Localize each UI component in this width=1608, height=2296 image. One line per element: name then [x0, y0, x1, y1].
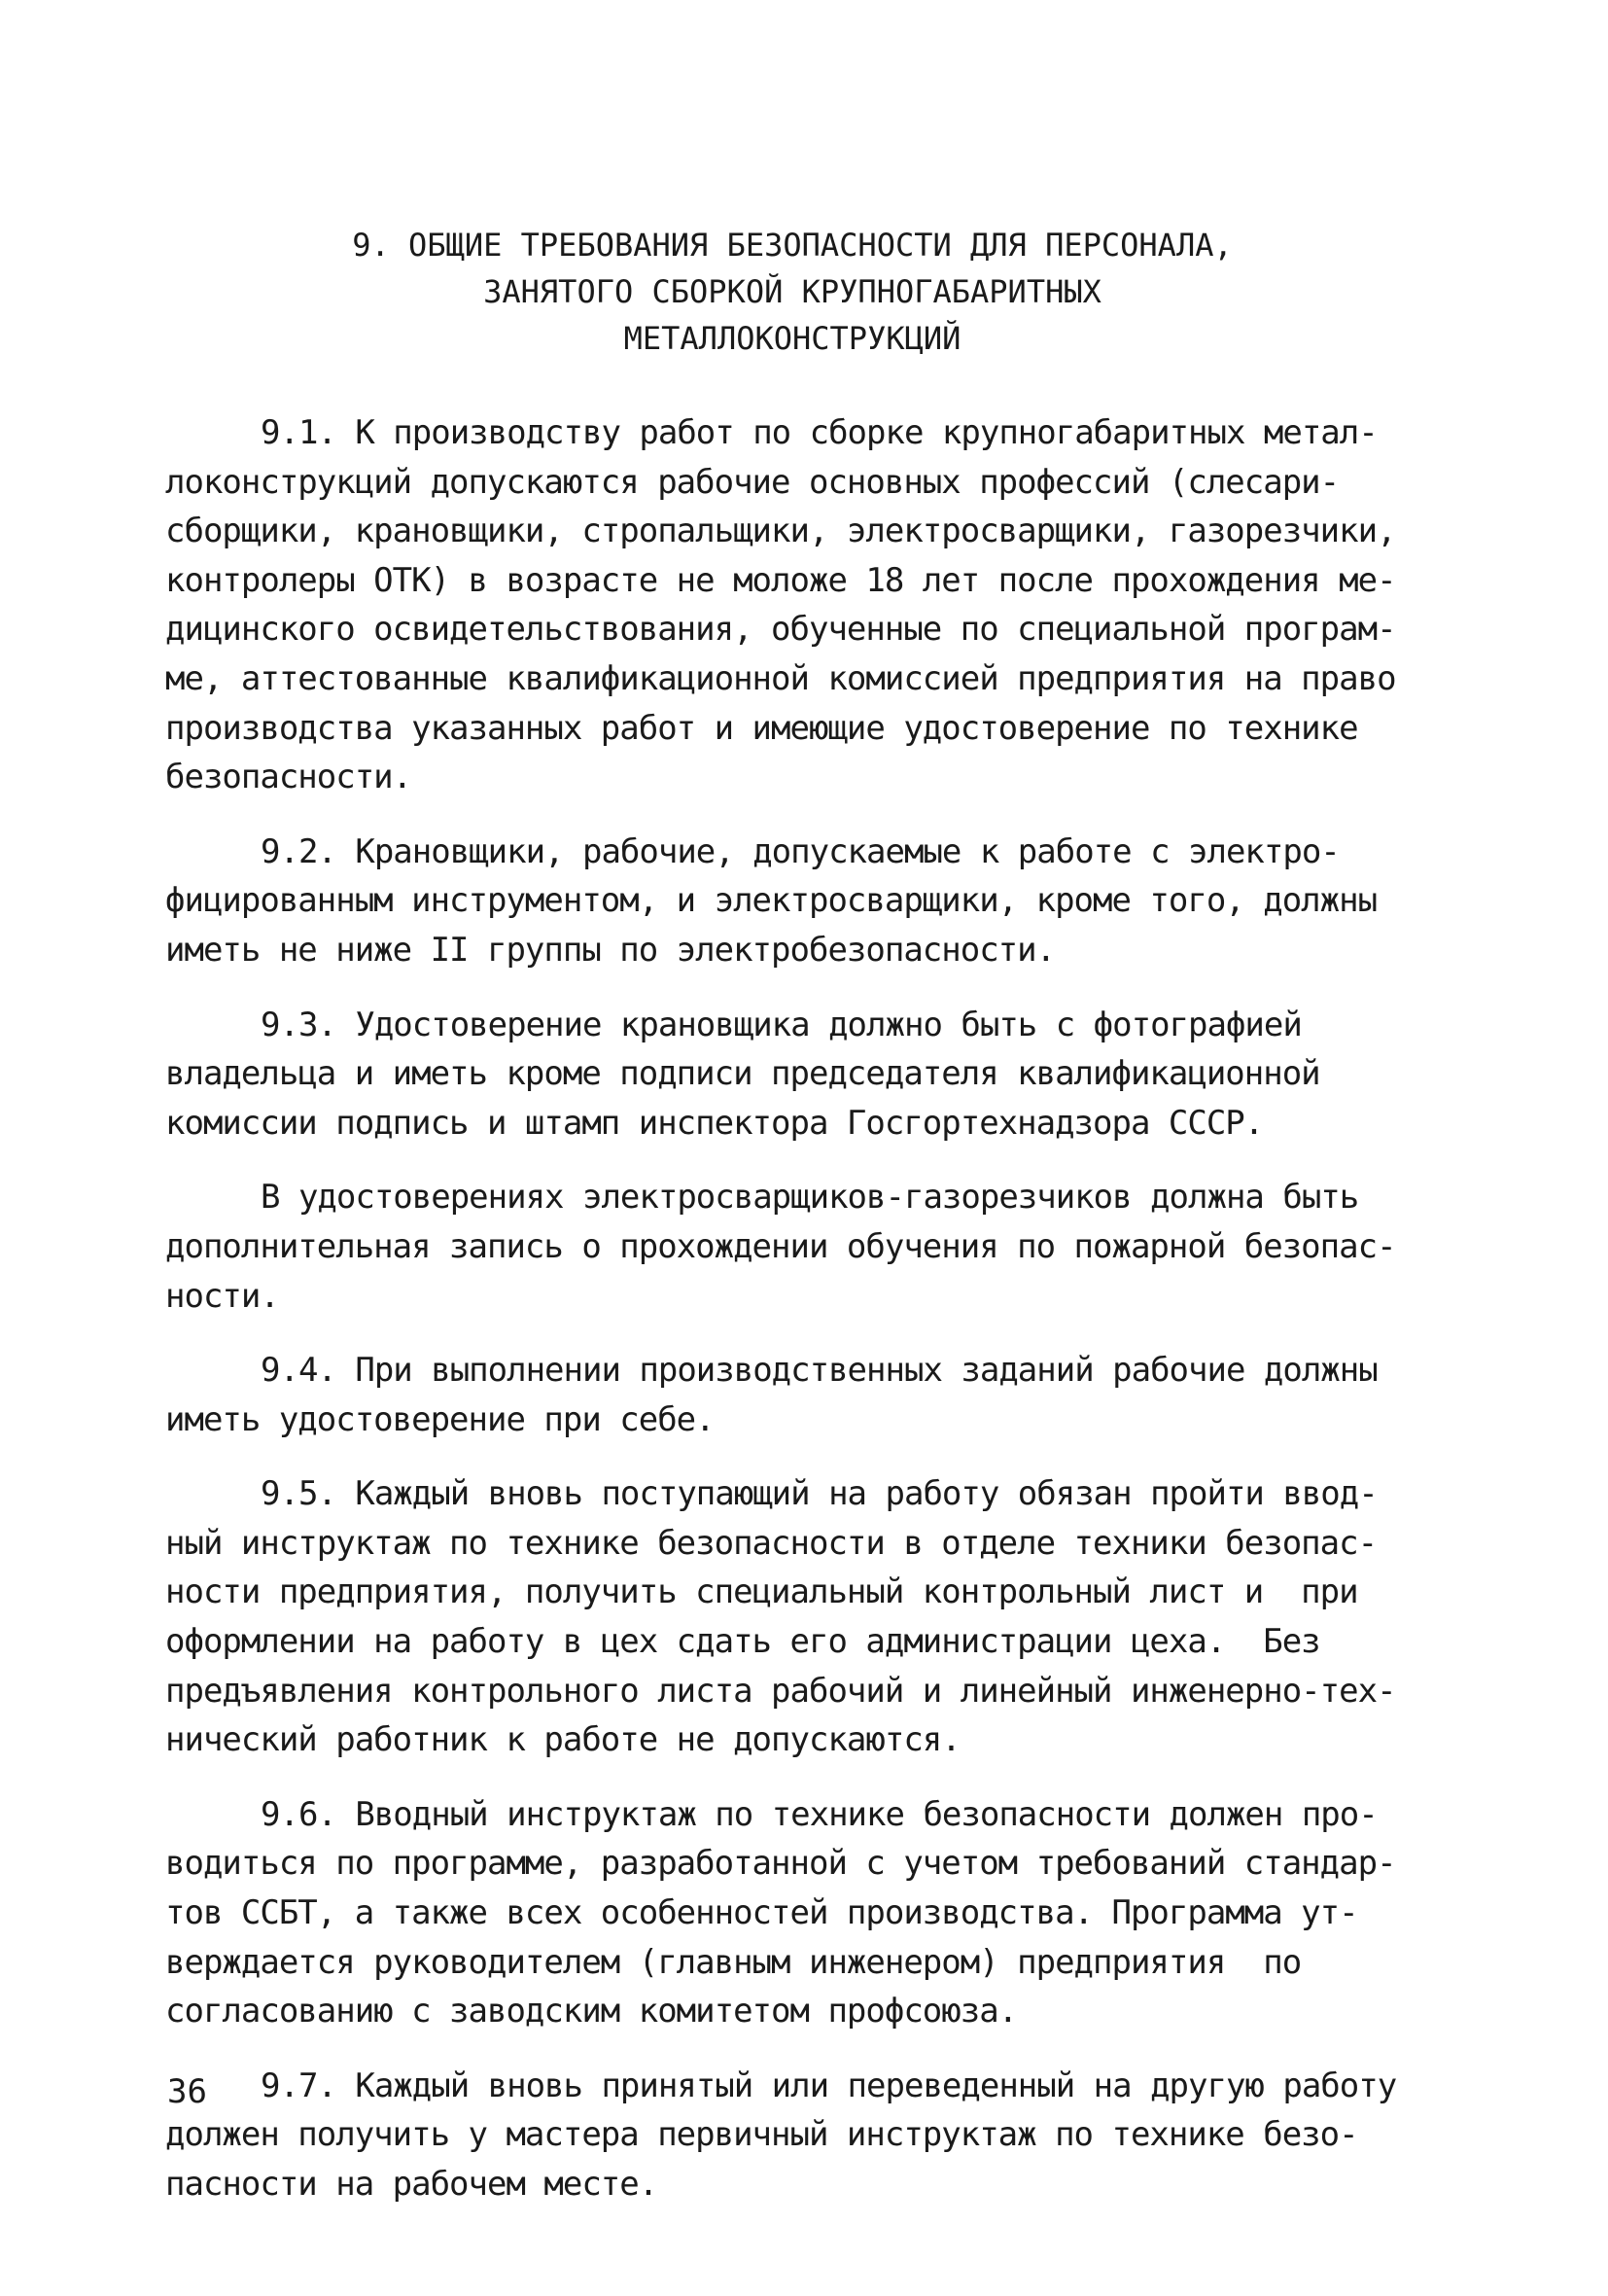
- heading-line: МЕТАЛЛОКОНСТРУКЦИЙ: [623, 320, 961, 357]
- paragraph: [165, 1173, 1449, 1321]
- paragraph-line: пасности на рабочем месте.: [165, 2165, 658, 2204]
- heading-line: ЗАНЯТОГО СБОРКОЙ КРУПНОГАБАРИТНЫХ: [483, 273, 1101, 310]
- paragraph-line: предъявления контрольного листа рабочий и линейный инженерно-тех-: [165, 1671, 1396, 1711]
- paragraph-line: ности.: [165, 1276, 279, 1316]
- section-heading: [175, 222, 1410, 362]
- paragraph-line: ности предприятия, получить специальный контрольный лист и при: [165, 1572, 1358, 1612]
- paragraph-line: фицированным инструментом, и электросварщики, кроме того, должны: [165, 881, 1378, 921]
- paragraph-line: 9.7. Каждый вновь принятый или переведенный на другую работу: [261, 2066, 1397, 2105]
- paragraph-line: ный инструктаж по технике безопасности в отделе техники безопас-: [165, 1523, 1378, 1563]
- page-number: 36: [167, 2072, 207, 2111]
- paragraph-line: 9.4. При выполнении производственных заданий рабочие должны: [261, 1351, 1378, 1391]
- paragraph-line: нический работник к работе не допускаются.: [165, 1720, 961, 1760]
- paragraph-line: сборщики, крановщики, стропальщики, электросварщики, газорезчики,: [165, 512, 1396, 551]
- paragraph-line: верждается руководителем (главным инженером) предприятия по: [165, 1942, 1302, 1982]
- paragraph-line: 9.6. Вводный инструктаж по технике безопасности должен про-: [261, 1794, 1378, 1834]
- paragraph-line: производства указанных работ и имеющие удостоверение по технике: [165, 708, 1358, 748]
- paragraph-line: 9.3. Удостоверение крановщика должно быть с фотографией: [261, 1005, 1302, 1044]
- paragraph-line: владельца и иметь кроме подписи председателя квалификационной: [165, 1054, 1320, 1094]
- paragraph-line: 9.5. Каждый вновь поступающий на работу обязан пройти ввод-: [261, 1474, 1378, 1514]
- paragraph-line: локонструкций допускаются рабочие основных профессий (слесари-: [165, 462, 1340, 502]
- paragraph-line: иметь удостоверение при себе.: [165, 1399, 715, 1439]
- paragraph: [165, 2062, 1449, 2209]
- paragraph-line: дополнительная запись о прохождении обучения по пожарной безопас-: [165, 1226, 1396, 1266]
- paragraph-line: дицинского освидетельствования, обученные по специальной програм-: [165, 610, 1396, 650]
- paragraph: [165, 1469, 1449, 1765]
- paragraph-line: контролеры ОТК) в возрасте не моложе 18 лет после прохождения ме-: [165, 560, 1396, 600]
- paragraph-line: комиссии подпись и штамп инспектора Госгортехнадзора СССР.: [165, 1103, 1264, 1143]
- document-body: [165, 408, 1449, 2235]
- paragraph: [165, 1790, 1449, 2036]
- paragraph-line: ме, аттестованные квалификационной комиссией предприятия на право: [165, 658, 1396, 698]
- paragraph-line: безопасности.: [165, 758, 412, 797]
- paragraph-line: согласованию с заводским комитетом профсоюза.: [165, 1992, 1018, 2031]
- paragraph-line: 9.1. К производству работ по сборке крупногабаритных метал-: [261, 413, 1378, 452]
- paragraph: [165, 1001, 1449, 1148]
- paragraph-line: 9.2. Крановщики, рабочие, допускаемые к работе с электро-: [261, 831, 1340, 871]
- paragraph: [165, 828, 1449, 975]
- paragraph-line: иметь не ниже II группы по электробезопасности.: [165, 930, 1056, 970]
- paragraph-line: водиться по программе, разработанной с учетом требований стандар-: [165, 1844, 1396, 1884]
- heading-line: 9. ОБЩИЕ ТРЕБОВАНИЯ БЕЗОПАСНОСТИ ДЛЯ ПЕРСОНАЛА,: [352, 227, 1233, 264]
- paragraph-line: должен получить у мастера первичный инструктаж по технике безо-: [165, 2115, 1358, 2155]
- paragraph-line: В удостоверениях электросварщиков-газорезчиков должна быть: [261, 1178, 1359, 1218]
- paragraph-line: тов ССБТ, а также всех особенностей производства. Программа ут-: [165, 1893, 1358, 1933]
- paragraph-line: оформлении на работу в цех сдать его администрации цеха. Без: [165, 1622, 1320, 1662]
- paragraph: [165, 408, 1449, 802]
- paragraph: [165, 1346, 1449, 1444]
